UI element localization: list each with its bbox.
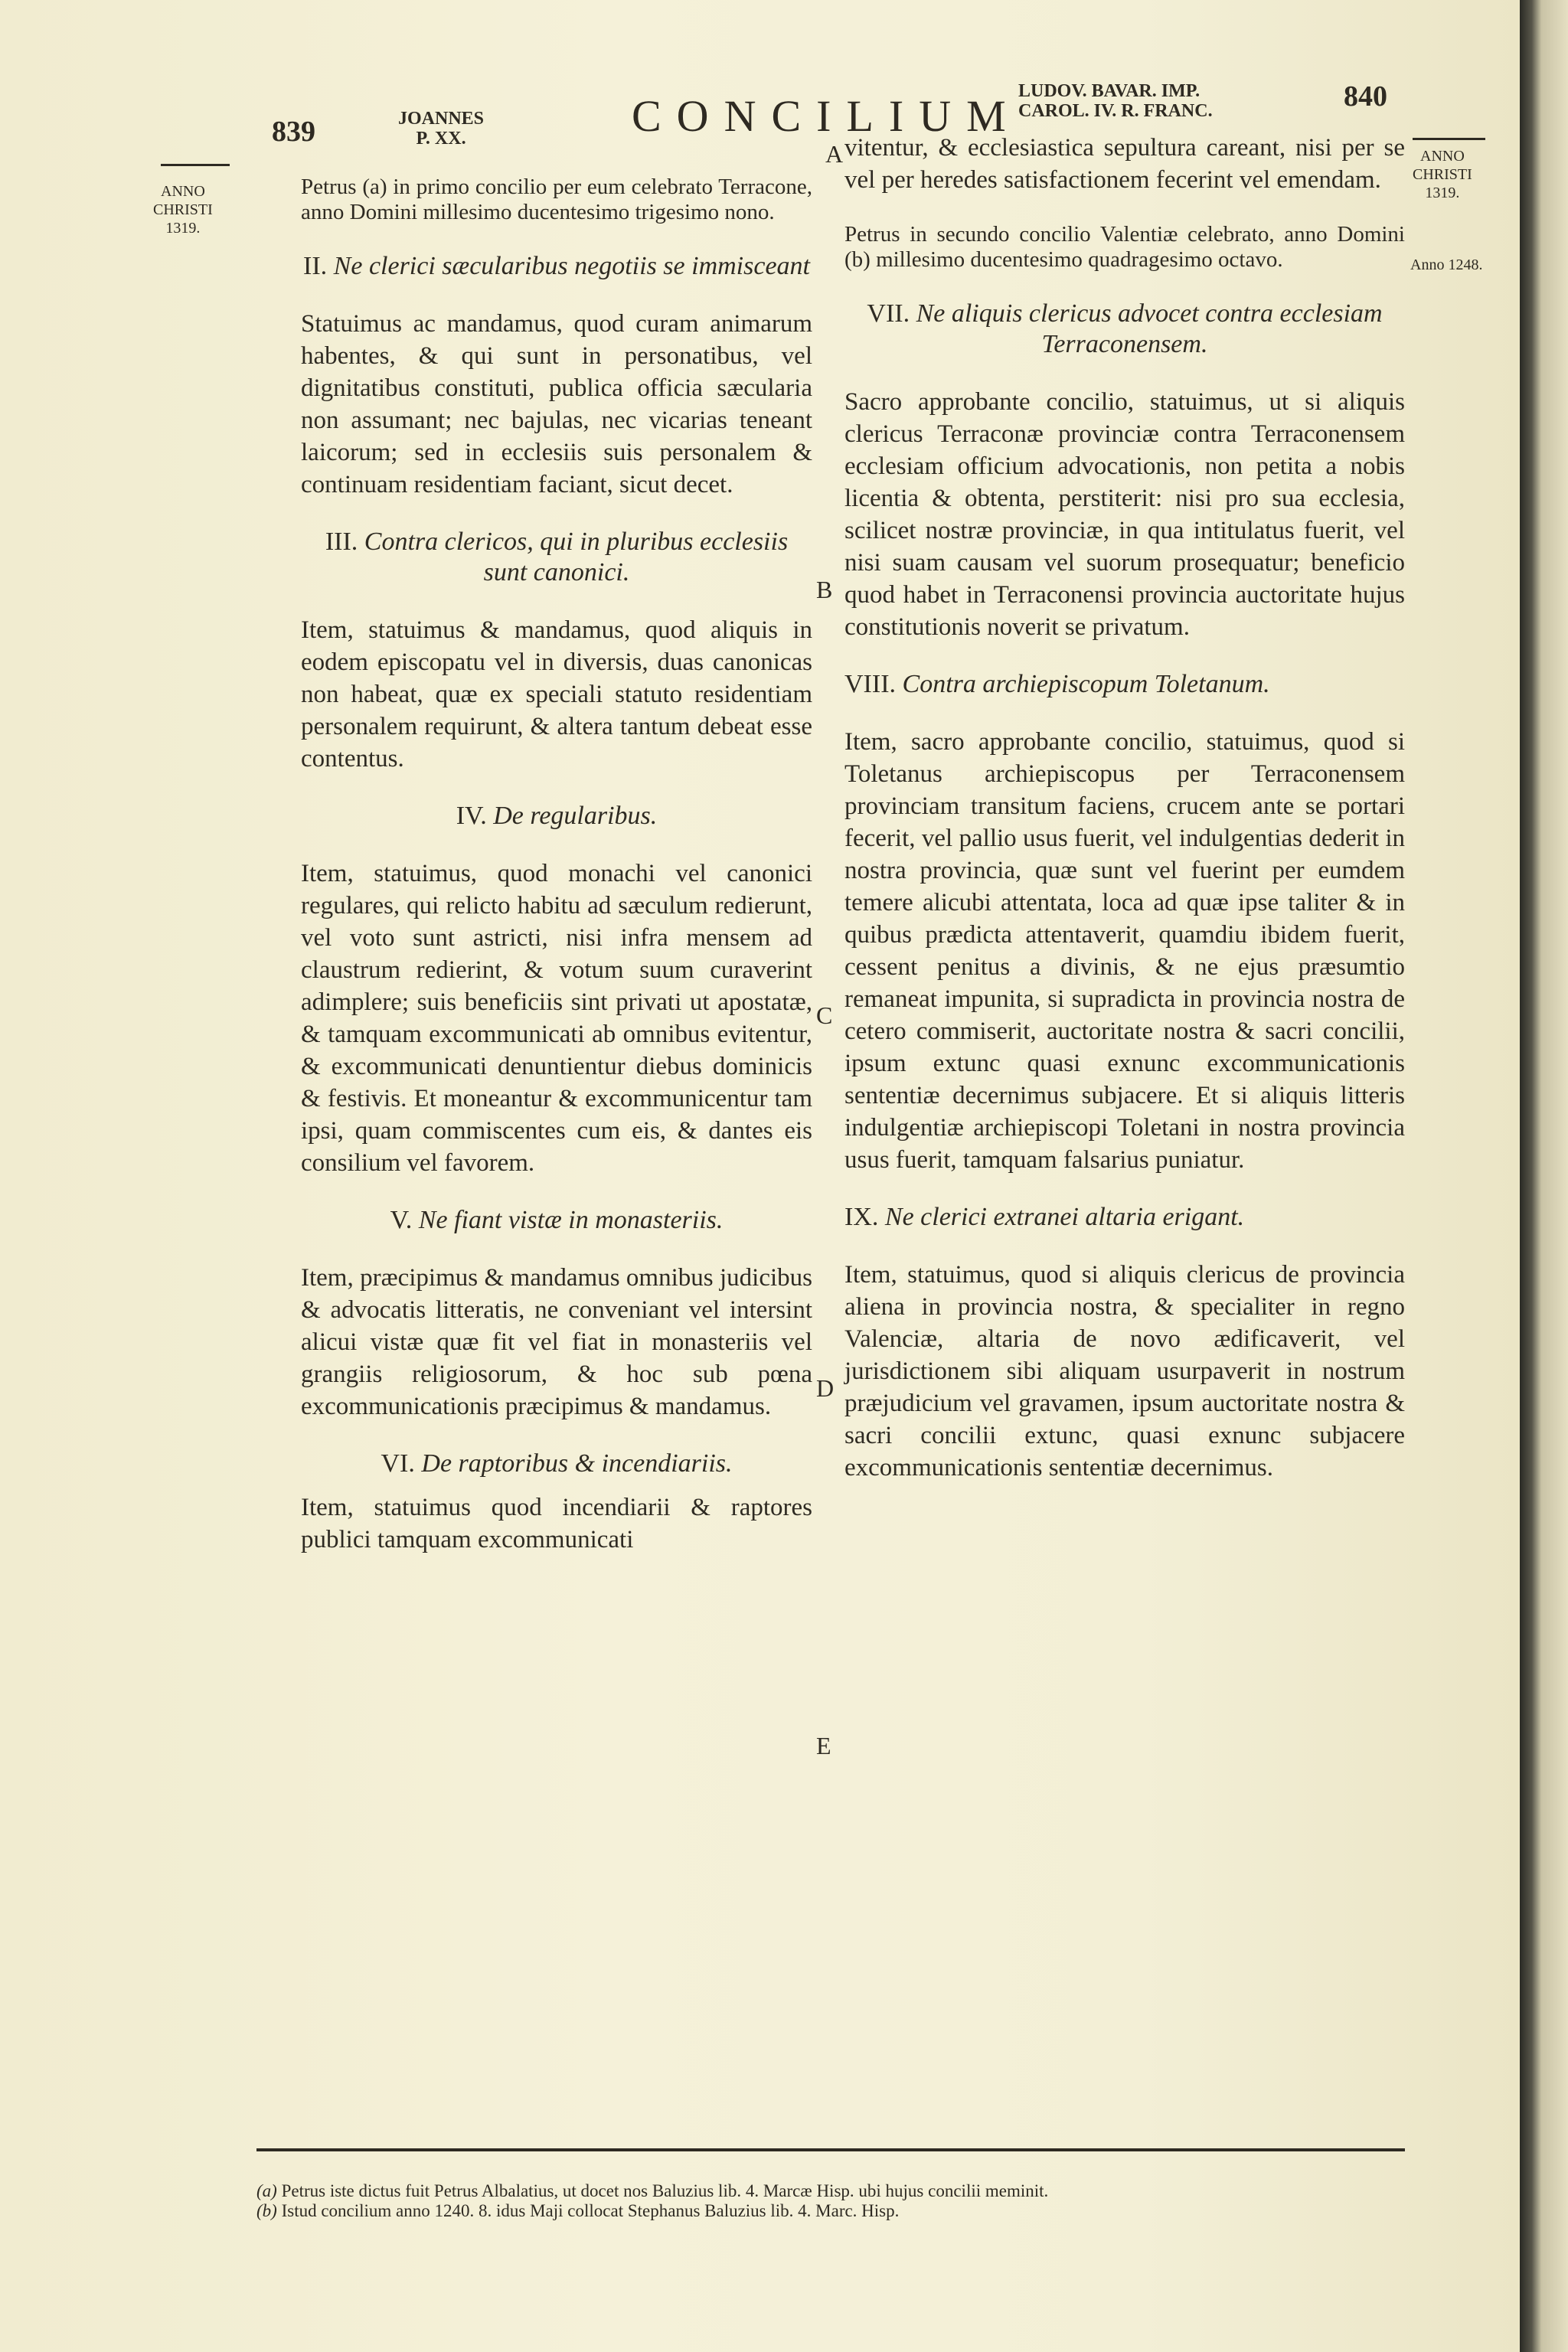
section-heading-ix [844, 1202, 1405, 1233]
heading-text: De raptoribus & incendiariis. [421, 1449, 733, 1478]
footnotes [256, 2181, 1405, 2221]
heading-number: IV. [456, 802, 487, 830]
left-intro: Petrus (a) in primo concilio per eum celebrato Terracone, anno Domini millesimo ducentesimo trigesimo nono. [301, 175, 812, 224]
heading-number: VII. [867, 299, 910, 328]
margin-note-line: CHRISTI [153, 201, 213, 218]
footnote-b [256, 2201, 1405, 2221]
section-body-viii: Item, sacro approbante concilio, statuimus, quod si Toletanus archiepiscopus per Terraconensem provinciam transitum faciens, crucem ante se portari fecerit, vel pallio usus fuerit, vel indulgentias dederit in nostra provincia, quæ sunt vel fuerint per eumdem temere alicubi attentata, loca ad quæ ipse taliter & in quibus prædicta attentaverit, quamdiu ibidem fuerit, cessent penitus a divinis, & ne ejus præsumtio remaneat impunita, si supradicta in provincia nostra de cetero commiserit, auctoritate nostra & sacri concilii, ipsum extunc quasi exnunc excommunicationis sententiæ decernimus subjacere. Et si aliquis litteris indulgentiæ archiepiscopi Toletani in nostra provincia usus fuerit, tamquam falsarius puniatur. [844, 728, 1405, 1174]
margin-letter-b: B [816, 576, 833, 603]
margin-note-line: ANNO [1420, 148, 1465, 165]
margin-letter-d: D [816, 1374, 835, 1402]
heading-number: VI. [381, 1449, 415, 1478]
page-title: CONCILIUM [632, 91, 1021, 141]
heading-text: Ne clerici extranei altaria erigant. [884, 1203, 1245, 1231]
right-column [844, 132, 1405, 1484]
left-running-head [398, 109, 484, 149]
footnote-rule [256, 2148, 1405, 2151]
section-heading-vii [844, 299, 1405, 360]
margin-note-line: 1319. [1425, 185, 1460, 201]
heading-text: Contra clericos, qui in pluribus ecclesiis sunt canonici. [364, 528, 789, 586]
section-heading-viii [844, 669, 1405, 700]
heading-number: III. [325, 528, 358, 556]
heading-text: Contra archiepiscopum Toletanum. [902, 670, 1270, 698]
margin-note-line: CHRISTI [1413, 166, 1472, 183]
margin-letter-e: E [816, 1732, 831, 1759]
heading-text: Ne fiant vistæ in monasteriis. [418, 1206, 724, 1234]
footnote-text: Petrus iste dictus fuit Petrus Albalatius, ut docet nos Baluzius lib. 4. Marcæ Hisp. ubi hujus concilii meminit. [281, 2181, 1049, 2200]
running-head-line: P. XX. [416, 129, 466, 149]
heading-number: V. [390, 1206, 413, 1234]
right-margin-note [1413, 147, 1472, 202]
section-body-iii: Item, statuimus & mandamus, quod aliquis in eodem episcopatu vel in diversis, duas canonicas non habeat, quæ ex speciali statuto residentiam personalem requirunt, & altera tantum debeat esse contentus. [301, 616, 812, 773]
left-page-number: 839 [272, 116, 315, 148]
header-rule-right [1413, 138, 1485, 140]
footnote-mark: (a) [256, 2181, 277, 2200]
section-heading-iii [301, 527, 812, 588]
right-intro: Petrus in secundo concilio Valentiæ celebrato, anno Domini (b) millesimo ducentesimo quadragesimo octavo. [844, 222, 1405, 272]
footnote-a [256, 2181, 1405, 2201]
section-body-vii: Sacro approbante concilio, statuimus, ut si aliquis clericus Terraconæ provinciæ contra Terraconensem ecclesiam officium advocationis, non petita a nobis licentia & obtenta, perstiterit: nisi pro sua ecclesia, scilicet nostræ provinciæ, in qua intitulatus fuerit, vel nisi suam causam vel suorum prosequatur; beneficio quod habet in Terraconensi provincia auctoritate hujus constitutionis noverit se privatum. [844, 388, 1405, 641]
header-rule-left [161, 164, 230, 166]
heading-text: Ne clerici sæcularibus negotiis se immisceant [333, 252, 810, 280]
running-head-line: CAROL. IV. R. FRANC. [1018, 101, 1213, 121]
margin-note-line: ANNO [161, 183, 205, 200]
section-body-ii: Statuimus ac mandamus, quod curam animarum habentes, & qui sunt in personatibus, vel dignitatibus constituti, publica officia sæcularia non assumant; nec bajulas, nec vicarias teneant laicorum; sed in ecclesiis suis personalem & continuam residentiam faciant, sicut decet. [301, 310, 812, 498]
running-head-line: JOANNES [398, 109, 485, 129]
margin-note-line: 1319. [165, 220, 201, 237]
running-head-line: LUDOV. BAVAR. IMP. [1018, 81, 1200, 101]
page-gutter [1520, 0, 1568, 2352]
section-heading-iv [301, 801, 812, 831]
section-body-iv: Item, statuimus, quod monachi vel canonici regulares, qui relicto habitu ad sæculum redierunt, vel voto sunt astricti, nisi infra mensem ad claustrum redierint, & votum suum curaverint adimplere; suis beneficiis sint privati ut apostatæ, & tamquam excommunicati ab omnibus evitentur, & excommunicati denuntientur diebus dominicis & festivis. Et moneantur & excommunicentur tam ipsi, quam commiscentes cum eis, & dantes eis consilium vel favorem. [301, 860, 812, 1177]
heading-text: De regularibus. [493, 802, 658, 830]
heading-text: Ne aliquis clericus advocet contra ecclesiam Terraconensem. [916, 299, 1383, 358]
heading-number: II. [303, 252, 328, 280]
heading-number: VIII. [844, 670, 897, 698]
section-body-vi: Item, statuimus quod incendiarii & raptores publici tamquam excommunicati [301, 1494, 812, 1553]
left-column [301, 175, 812, 1556]
right-running-head [1018, 81, 1213, 121]
margin-letter-c: C [816, 1001, 833, 1029]
section-body-ix: Item, statuimus, quod si aliquis clericus de provincia aliena in provincia nostra, & specialiter in regno Valenciæ, altaria de novo ædificaverit, vel jurisdictionem sibi aliquam usurpaverit in nostrum præjudicium vel gravamen, ipsum auctoritate nostra & sacri concilii extunc, quasi exnunc subjacere excommunicationis sententiæ decernimus. [844, 1261, 1405, 1481]
section-heading-vi [301, 1449, 812, 1479]
heading-number: IX. [844, 1203, 879, 1231]
right-page-number: 840 [1344, 80, 1387, 113]
section-body-v: Item, præcipimus & mandamus omnibus judicibus & advocatis litteratis, ne conveniant vel intersint alicui vistæ quæ fit vel fiat in monasteriis vel grangiis religiosorum, & hoc sub pœna excommunicationis præcipimus & mandamus. [301, 1264, 812, 1420]
footnote-text: Istud concilium anno 1240. 8. idus Maji collocat Stephanus Baluzius lib. 4. Marc. Hisp. [281, 2201, 900, 2220]
right-margin-year: Anno 1248. [1410, 256, 1483, 273]
left-margin-note [153, 182, 213, 237]
section-heading-ii [301, 251, 812, 282]
margin-letter-a: A [825, 140, 844, 168]
footnote-mark: (b) [256, 2201, 277, 2220]
section-heading-v [301, 1205, 812, 1236]
right-continuation: vitentur, & ecclesiastica sepultura careant, nisi per se vel per heredes satisfactionem fecerint vel emendam. [844, 134, 1405, 194]
